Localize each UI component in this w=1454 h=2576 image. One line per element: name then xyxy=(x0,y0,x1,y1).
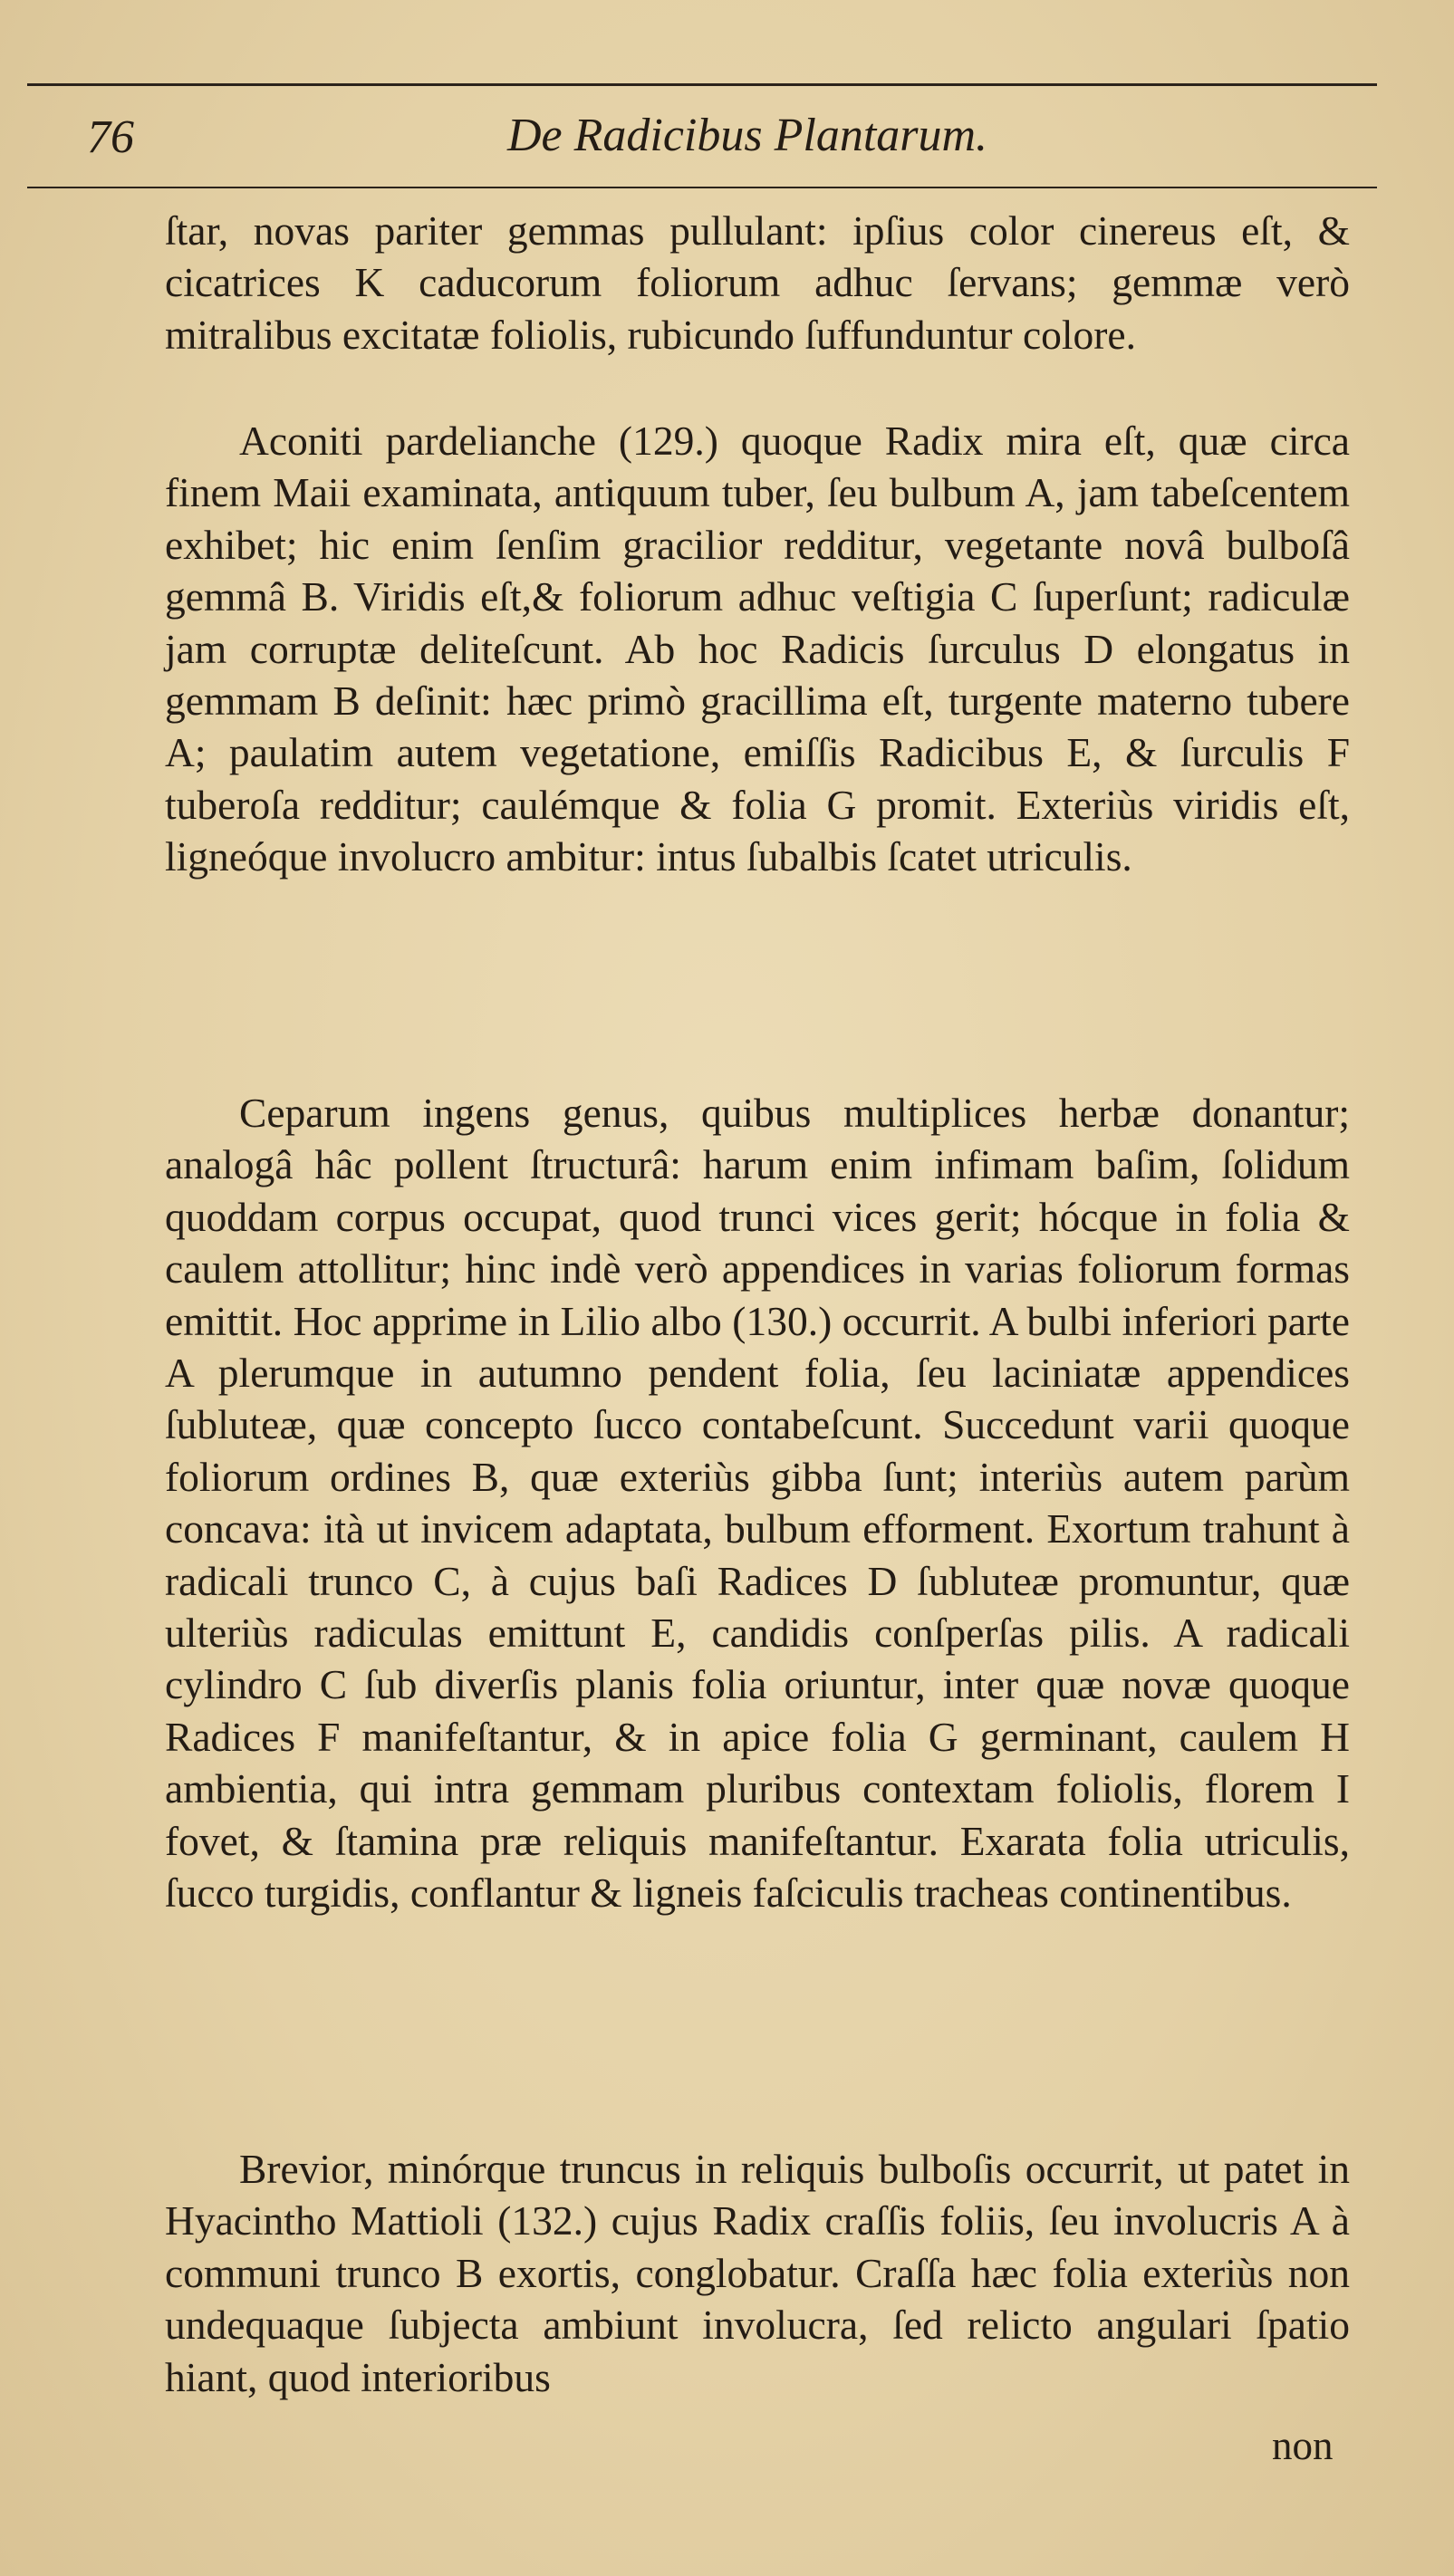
paragraph-4-block xyxy=(165,2143,1350,2403)
running-title: De Radicibus Plantarum. xyxy=(507,110,988,161)
paragraph-1-block xyxy=(165,205,1350,360)
paragraph: ſtar, novas pariter gemmas pullulant: ipſius color cinereus eſt, & cicatrices K caducorum foliorum adhuc ſervans; gemmæ verò mitralibus excitatæ foliolis, rubicundo ſuffunduntur colore. xyxy=(165,207,1350,358)
header-rule-bottom xyxy=(27,187,1377,188)
paragraph: Ceparum ingens genus, quibus multiplices herbæ donantur; analogâ hâc pollent ſtructurâ: harum enim infimam baſim, ſolidum quoddam corpus occupat, quod trunci vices gerit; hócque in folia & caulem attollitur; hinc indè verò appendices in varias foliorum formas emittit. Hoc apprime in Lilio albo (130.) occurrit. A bulbi inferiori parte A plerumque in autumno pendent folia, ſeu laciniatæ appendices ſubluteæ, quæ concepto ſucco contabeſcunt. Succedunt varii quoque foliorum ordines B, quæ exteriùs gibba ſunt; interiùs autem parùm concava: ità ut invicem adaptata, bulbum efforment. Exortum trahunt à radicali trunco C, à cujus baſi Radices D ſubluteæ promuntur, quæ ulteriùs radiculas emittunt E, candidis conſperſas pilis. A radicali cylindro C ſub diverſis planis folia oriuntur, inter quæ novæ quoque Radices F manifeſtantur, & in apice folia G germinant, caulem H ambientia, qui intra gemmam pluribus contextam foliolis, florem I fovet, & ſtamina præ reliquis manifeſtantur. Exarata folia utriculis, ſucco turgidis, conflantur & ligneis faſciculis tracheas continentibus. xyxy=(165,1090,1350,1917)
header-rule-top xyxy=(27,83,1377,86)
paragraph-2-block xyxy=(165,415,1350,883)
paragraph-3-block xyxy=(165,1087,1350,1919)
paragraph: Brevior, minórque truncus in reliquis bulboſis occurrit, ut patet in Hyacintho Mattioli (132.) cujus Radix craſſis foliis, ſeu involucris A à communi trunco B exortis, conglobatur. Craſſa hæc folia exteriùs non undequaque ſubjecta ambiunt involucra, ſed relicto angulari ſpatio hiant, quod interioribus xyxy=(165,2146,1350,2400)
page-number: 76 xyxy=(87,111,134,163)
paragraph: Aconiti pardelianche (129.) quoque Radix mira eſt, quæ circa finem Maii examinata, antiquum tuber, ſeu bulbum A, jam tabeſcentem exhibet; hic enim ſenſim gracilior redditur, vegetante novâ bulboſâ gemmâ B. Viridis eſt,& foliorum adhuc veſtigia C ſuperſunt; radiculæ jam corruptæ deliteſcunt. Ab hoc Radicis ſurculus D elongatus in gemmam B deſinit: hæc primò gracillima eſt, turgente materno tubere A; paulatim autem vegetatione, emiſſis Radicibus E, & ſurculis F tuberoſa redditur; caulémque & folia G promit. Exteriùs viridis eſt, ligneóque involucro ambitur: intus ſubalbis ſcatet utriculis. xyxy=(165,418,1350,880)
catchword: non xyxy=(1272,2423,1334,2468)
